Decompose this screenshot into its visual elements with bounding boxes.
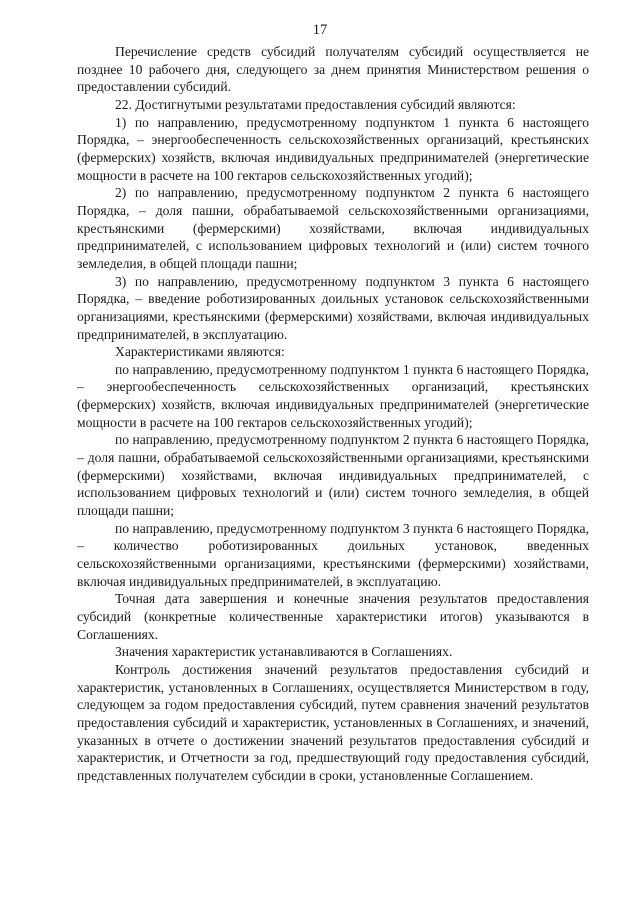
paragraph-completion-date: Точная дата завершения и конечные значения результатов предоставления субсидий (конкретные количественные характеристики итогов) указываются в Соглашениях. xyxy=(77,591,589,642)
paragraph-results-heading: 22. Достигнутыми результатами предоставления субсидий являются: xyxy=(115,96,516,112)
page-number: 17 xyxy=(312,22,328,38)
paragraph-subsidy-transfer: Перечисление средств субсидий получателям субсидий осуществляется не позднее 10 рабочего дня, следующего за днем принятия Министерством решения о предоставлении субсидий. xyxy=(77,44,589,95)
paragraph-result-1: 1) по направлению, предусмотренному подпунктом 1 пункта 6 настоящего Порядка, – энергообеспеченность сельскохозяйственных организаций, крестьянских (фермерских) хозяйств, включая индивидуальных предпринимателей (энергетические мощности в расчете на 100 гектаров сельскохозяйственных угодий); xyxy=(77,114,589,183)
paragraph-characteristic-values: Значения характеристик устанавливаются в Соглашениях. xyxy=(115,644,453,660)
paragraph-control: Контроль достижения значений результатов предоставления субсидий и характеристик, установленных в Соглашениях, осуществляется Министерством в году, следующем за годом предоставления субсидий, путем сравнения значений результатов предоставления субсидий и характеристик, установленных в Соглашениях, и значений, указанных в отчете о достижении значений результатов предоставления субсидий и характеристик, и Отчетности за год, предшествующий году предоставления субсидий, представленных получателем субсидии в сроки, установленные Соглашением. xyxy=(77,661,589,783)
paragraph-result-3: 3) по направлению, предусмотренному подпунктом 3 пункта 6 настоящего Порядка, – введение роботизированных доильных установок сельскохозяйственными организациями, крестьянскими (фермерскими) хозяйствами, включая индивидуальных предпринимателей, в эксплуатацию. xyxy=(77,273,589,342)
paragraph-characteristic-1: по направлению, предусмотренному подпунктом 1 пункта 6 настоящего Порядка, – энергообеспеченность сельскохозяйственных организаций, крестьянских (фермерских) хозяйств, включая индивидуальных предпринимателей (энергетические мощности в расчете на 100 гектаров сельскохозяйственных угодий); xyxy=(77,361,589,430)
document-body xyxy=(77,43,589,785)
paragraph-characteristic-3: по направлению, предусмотренному подпунктом 3 пункта 6 настоящего Порядка, – количество роботизированных доильных установок, введенных сельскохозяйственными организациями, крестьянскими (фермерскими) хозяйствами, включая индивидуальных предпринимателей, в эксплуатацию. xyxy=(77,520,589,589)
paragraph-characteristic-2: по направлению, предусмотренному подпунктом 2 пункта 6 настоящего Порядка, – доля пашни, обрабатываемой сельскохозяйственными организациями, крестьянскими (фермерскими) хозяйствами, включая индивидуальных предпринимателей, с использованием цифровых технологий и (или) систем точного земледелия, в общей площади пашни; xyxy=(77,432,589,519)
paragraph-characteristics-heading: Характеристиками являются: xyxy=(115,344,285,360)
paragraph-result-2: 2) по направлению, предусмотренному подпунктом 2 пункта 6 настоящего Порядка, – доля пашни, обрабатываемой сельскохозяйственными организациями, крестьянскими (фермерскими) хозяйствами, включая индивидуальных предпринимателей, с использованием цифровых технологий и (или) систем точного земледелия, в общей площади пашни; xyxy=(77,185,589,271)
